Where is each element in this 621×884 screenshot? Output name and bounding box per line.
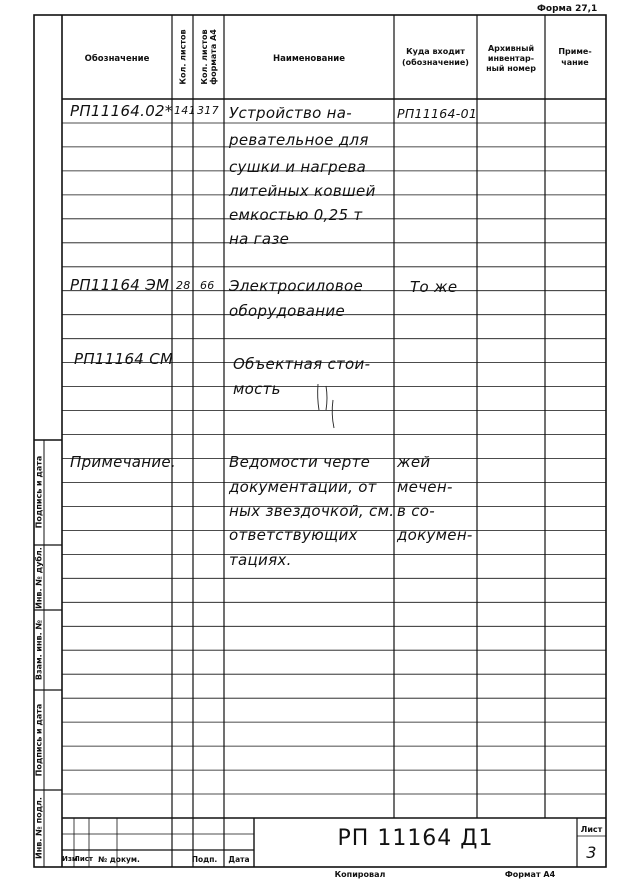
col-header-note: Приме-чание — [558, 47, 592, 67]
entry-3-name-line-2: мость — [233, 380, 281, 398]
side-label-original-inv-number: Инв. № подл. — [34, 797, 44, 859]
col-header-used-in: Куда входит (обозначение) — [402, 47, 469, 67]
side-label-replaced-inv-number: Взам. инв. № — [34, 619, 44, 681]
entry-2-a4: 66 — [200, 279, 215, 292]
title-col-signature: Подп. — [191, 855, 218, 864]
entry-1-designation: РП11164.02* — [70, 102, 173, 120]
entry-2-name-line-1: Электросиловое — [229, 277, 363, 295]
col-header-designation: Обозначение — [84, 54, 150, 64]
remark-label: Примечание. — [70, 453, 177, 471]
entry-2-name-line-2: оборудование — [229, 302, 345, 320]
title-col-date: Дата — [228, 855, 250, 864]
entry-2-sheets: 28 — [176, 279, 191, 292]
entry-1-name-line-2: ревательное для — [229, 131, 369, 149]
entry-1-sheets: 141 — [174, 104, 196, 117]
side-label-signature-date-top: Подпись и дата — [34, 455, 44, 529]
side-label-signature-date-bottom: Подпись и дата — [34, 703, 44, 777]
entry-1-name-line-4: литейных ковшей — [229, 182, 376, 200]
col-header-name: Наименование — [273, 54, 345, 64]
remark-line-2-a: документации, от — [229, 478, 377, 496]
entry-1-name-line-5: емкостью 0,25 т — [229, 206, 363, 224]
side-label-dup-inv-number: Инв. № дубл. — [34, 547, 44, 609]
footer-format: Формат А4 — [504, 870, 556, 879]
remark-line-3-a: ных звездочкой, см. — [229, 502, 395, 520]
col-header-sheets-count: Кол. листов — [178, 29, 188, 85]
title-col-change: Изм — [62, 855, 78, 863]
col-header-archive-number: Архивный инвентар-ный номер — [486, 44, 536, 73]
entry-1-a4: 317 — [197, 104, 219, 117]
entry-3-designation: РП11164 СМ — [74, 350, 174, 368]
remark-line-3-b: в со- — [397, 502, 435, 520]
entry-1-name-line-6: на газе — [229, 230, 290, 248]
remark-line-4-a: ответствующих — [229, 526, 358, 544]
entry-1-name-line-1: Устройство на- — [229, 104, 352, 122]
title-col-doc-number: № докум. — [98, 855, 140, 864]
entry-1-name-line-3: сушки и нагрева — [229, 158, 367, 176]
entry-2-used-in: То же — [410, 278, 458, 296]
entry-3-name-line-1: Объектная стои- — [233, 355, 371, 373]
document-code: РП 11164 Д1 — [337, 826, 494, 851]
sheet-number: 3 — [586, 843, 597, 862]
remark-line-4-b: докумен- — [397, 526, 473, 544]
entry-1-used-in: РП11164-01 — [397, 106, 478, 121]
remark-line-1-a: Ведомости черте — [229, 453, 371, 471]
remark-line-1-b: жей — [397, 453, 431, 471]
footer-copied: Копировал — [334, 870, 386, 879]
remark-line-5-a: тациях. — [229, 551, 292, 569]
entry-2-designation: РП11164 ЭМ — [70, 276, 170, 294]
col-header-a4-sheets-count: Кол. листов формата А4 — [200, 29, 218, 85]
title-col-sheet: Лист — [74, 855, 93, 863]
form-label: Форма 27,1 — [537, 4, 598, 14]
remark-line-2-b: мечен- — [397, 478, 453, 496]
sheet-label: Лист — [580, 825, 603, 834]
